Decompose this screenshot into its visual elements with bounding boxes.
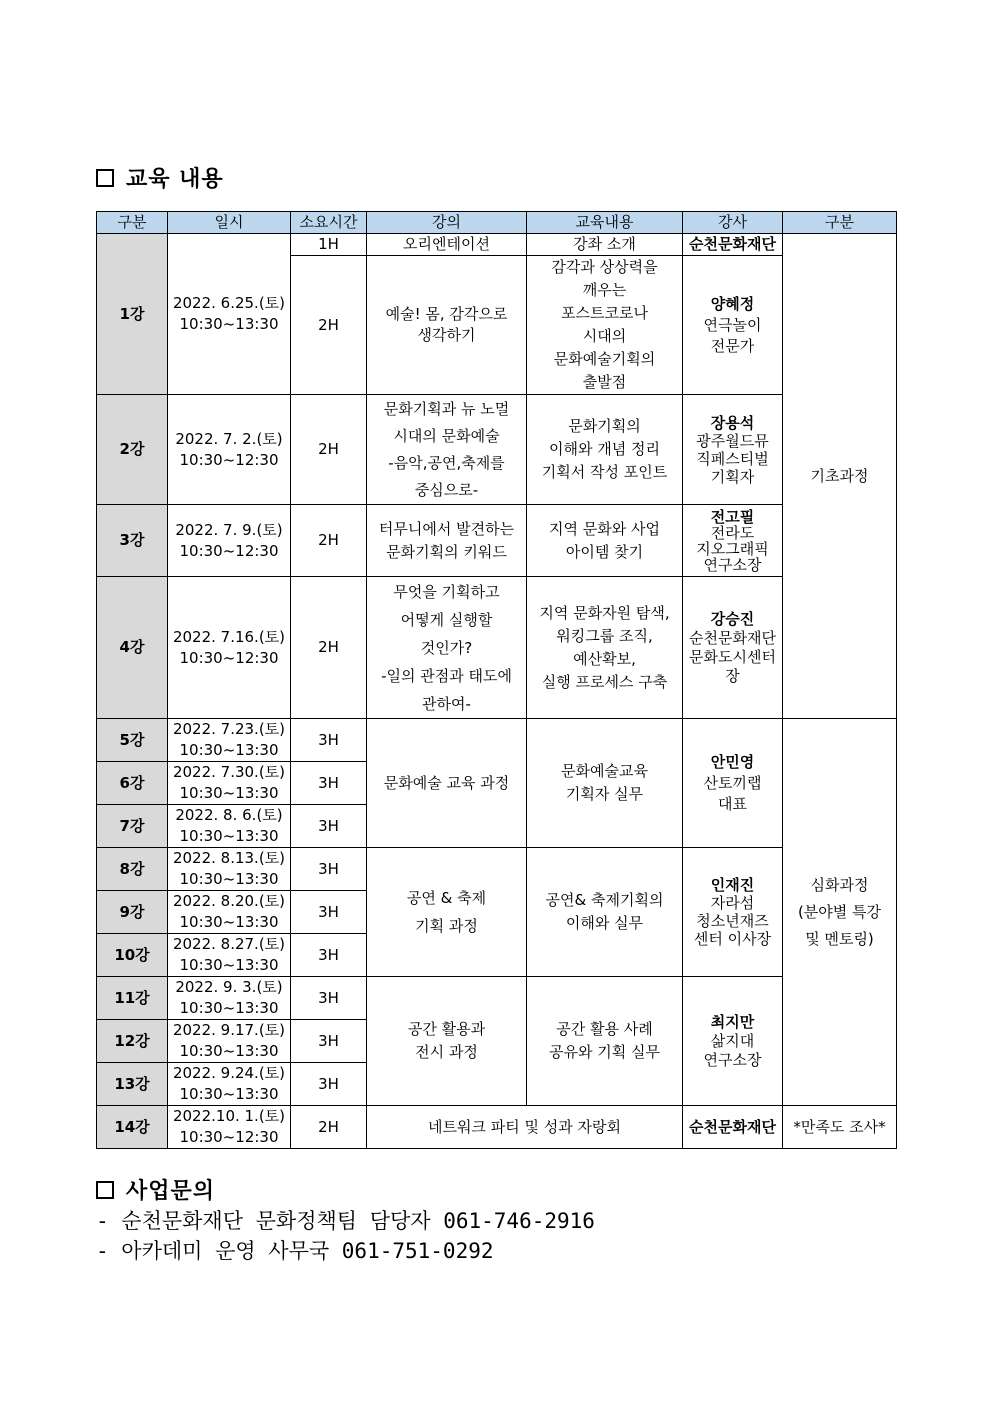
time-text: 10:30~12:30	[179, 648, 279, 667]
instructor-name: 전고필	[710, 507, 755, 526]
date-text: 2022. 8.13.(토)	[172, 849, 286, 867]
content-line: 이해와 개념 정리	[549, 440, 660, 458]
content-line: 깨우는	[582, 281, 627, 299]
instructor-name: 강승진	[710, 609, 755, 628]
duration-cell: 3H	[291, 762, 367, 805]
header-cell: 강의	[367, 212, 527, 234]
date-text: 2022. 7. 2.(토)	[175, 429, 283, 448]
date-text: 2022. 6.25.(토)	[172, 294, 286, 312]
duration-cell: 2H	[291, 505, 367, 577]
course-line: 및 멘토링)	[805, 929, 874, 948]
lecture-content	[527, 505, 683, 577]
lecture-date	[168, 505, 291, 577]
instructor-title: 문화도시센터	[689, 647, 776, 666]
lecture-content	[527, 848, 683, 977]
instructor-name: 최지만	[710, 1012, 755, 1031]
lecture-date	[168, 934, 291, 977]
instructor	[683, 505, 783, 577]
lecture-content	[527, 256, 683, 395]
lecture-line: 중심으로-	[414, 480, 479, 499]
instructor-title: 직페스티벌	[696, 449, 769, 468]
lecture-number: 11강	[97, 977, 168, 1020]
instructor-title: 기획자	[710, 467, 755, 486]
lecture-number: 8강	[97, 848, 168, 891]
course-line: 심화과정	[810, 875, 869, 894]
lecture-title: 오리엔테이션	[367, 234, 527, 256]
instructor	[683, 577, 783, 719]
instructor-name: 안민영	[710, 752, 755, 771]
lecture-number: 14강	[97, 1106, 168, 1149]
lecture-date	[168, 577, 291, 719]
instructor-title: 장	[725, 666, 740, 685]
lecture-title	[367, 505, 527, 577]
lecture-number: 9강	[97, 891, 168, 934]
instructor-title: 순천문화재단	[689, 628, 776, 647]
section-title-inquiry	[96, 1174, 215, 1205]
lecture-number: 12강	[97, 1020, 168, 1063]
course-type-advanced	[783, 719, 897, 1106]
duration-cell: 2H	[291, 1106, 367, 1149]
lecture-number: 10강	[97, 934, 168, 977]
date-text: 2022.10. 1.(토)	[172, 1107, 286, 1125]
lecture-line: 문화예술 교육 과정	[383, 773, 510, 792]
instructor-title: 자라섬	[710, 894, 755, 912]
content-line: 이해와 실무	[565, 914, 644, 932]
instructor-title: 전라도	[710, 523, 755, 542]
course-line: (분야별 특강	[797, 902, 882, 921]
instructor-title: 삶지대	[710, 1031, 755, 1050]
schedule-table	[96, 211, 897, 1149]
instructor-name: 장용석	[710, 413, 755, 432]
course-type-basic: 기초과정	[783, 234, 897, 719]
instructor-title: 연극놀이	[703, 315, 762, 334]
duration-cell: 3H	[291, 934, 367, 977]
header-cell: 일시	[168, 212, 291, 234]
date-text: 2022. 9. 3.(토)	[175, 978, 283, 996]
content-line: 문화기획의	[568, 417, 641, 435]
instructor-title: 지오그래픽	[696, 539, 769, 558]
time-text: 10:30~13:30	[179, 870, 279, 888]
instructor-title: 연구소장	[703, 1050, 762, 1069]
time-text: 10:30~12:30	[179, 450, 279, 469]
content-line: 출발점	[582, 373, 627, 391]
time-text: 10:30~12:30	[179, 541, 279, 560]
content-line: 예산확보,	[573, 649, 636, 668]
time-text: 10:30~13:30	[179, 784, 279, 802]
instructor-title: 산토끼랩	[703, 773, 762, 792]
instructor-title: 센터 이사장	[693, 930, 772, 948]
lecture-date	[168, 1020, 291, 1063]
lecture-line: 문화기획과 뉴 노멀	[383, 399, 510, 418]
section-title-education	[96, 162, 224, 193]
instructor-name: 인재진	[710, 876, 755, 894]
duration-cell: 2H	[291, 256, 367, 395]
lecture-line: 문화기획의 키워드	[386, 542, 507, 561]
duration-cell: 3H	[291, 891, 367, 934]
instructor-title: 전문가	[710, 336, 755, 355]
lecture-date	[168, 977, 291, 1020]
lecture-title	[367, 977, 527, 1106]
date-text: 2022. 9.24.(토)	[172, 1064, 286, 1082]
duration-cell: 1H	[291, 234, 367, 256]
lecture-title	[367, 256, 527, 395]
table-row	[97, 1106, 897, 1149]
header-cell: 강사	[683, 212, 783, 234]
lecture-line: 기획 과정	[415, 917, 478, 935]
time-text: 10:30~13:30	[179, 1042, 279, 1060]
header-cell: 구분	[783, 212, 897, 234]
content-line: 공간 활용 사례	[556, 1020, 653, 1038]
checkbox-square-icon	[96, 1181, 114, 1199]
duration-cell: 3H	[291, 848, 367, 891]
lecture-date	[168, 1063, 291, 1106]
lecture-title	[367, 577, 527, 719]
lecture-line: 예술! 몸, 감각으로	[385, 305, 508, 323]
lecture-line: 관하여-	[422, 694, 471, 713]
contact-line: - 아카데미 운영 사무국 061-751-0292	[96, 1239, 494, 1263]
time-text: 10:30~13:30	[179, 315, 279, 333]
contact-line: - 순천문화재단 문화정책팀 담당자 061-746-2916	[96, 1209, 595, 1233]
lecture-line: 것인가?	[420, 638, 473, 657]
time-text: 10:30~13:30	[179, 956, 279, 974]
date-text: 2022. 8. 6.(토)	[175, 806, 283, 824]
header-cell: 교육내용	[527, 212, 683, 234]
lecture-line: 전시 과정	[415, 1043, 478, 1061]
lecture-number: 6강	[97, 762, 168, 805]
lecture-number: 13강	[97, 1063, 168, 1106]
lecture-title	[367, 848, 527, 977]
lecture-content	[527, 977, 683, 1106]
duration-cell: 3H	[291, 1063, 367, 1106]
content-line: 아이템 찾기	[565, 542, 644, 561]
date-text: 2022. 9.17.(토)	[172, 1021, 286, 1039]
date-text: 2022. 7. 9.(토)	[175, 520, 283, 539]
time-text: 10:30~13:30	[179, 1085, 279, 1103]
content-line: 기획자 실무	[565, 785, 644, 803]
lecture-line: 어떻게 실행할	[400, 610, 493, 629]
content-line: 공연& 축제기획의	[545, 891, 664, 909]
duration-cell: 3H	[291, 1020, 367, 1063]
duration-cell: 2H	[291, 577, 367, 719]
instructor	[683, 395, 783, 505]
lecture-content: 네트워크 파티 및 성과 자랑회	[367, 1106, 683, 1149]
lecture-content	[527, 719, 683, 848]
table-row	[97, 234, 897, 256]
lecture-date	[168, 1106, 291, 1149]
instructor-title: 연구소장	[703, 555, 762, 574]
instructor	[683, 256, 783, 395]
header-cell: 구분	[97, 212, 168, 234]
header-cell: 소요시간	[291, 212, 367, 234]
table-row	[97, 395, 897, 505]
lecture-line: 공간 활용과	[407, 1020, 486, 1038]
content-line: 문화예술기획의	[553, 350, 656, 368]
duration-cell: 3H	[291, 977, 367, 1020]
section-title-text: 사업문의	[126, 1178, 216, 1204]
content-line: 워킹그룹 조직,	[556, 626, 653, 645]
lecture-title	[367, 719, 527, 848]
instructor-name: 양혜정	[710, 294, 755, 313]
lecture-number: 3강	[97, 505, 168, 577]
lecture-number: 7강	[97, 805, 168, 848]
duration-cell: 2H	[291, 395, 367, 505]
lecture-line: -음악,공연,축제를	[388, 453, 505, 472]
lecture-date	[168, 395, 291, 505]
instructor-title: 광주월드뮤	[696, 431, 769, 450]
instructor	[683, 848, 783, 977]
lecture-date	[168, 719, 291, 762]
lecture-content	[527, 577, 683, 719]
lecture-number: 5강	[97, 719, 168, 762]
instructor-name: 순천문화재단	[683, 234, 783, 256]
content-line: 지역 문화와 사업	[549, 519, 660, 538]
lecture-content: 강좌 소개	[527, 234, 683, 256]
time-text: 10:30~13:30	[179, 827, 279, 845]
time-text: 10:30~13:30	[179, 999, 279, 1017]
lecture-date	[168, 762, 291, 805]
lecture-date	[168, 234, 291, 395]
lecture-line: 공연 & 축제	[406, 889, 487, 907]
duration-cell: 3H	[291, 805, 367, 848]
table-header-row	[97, 212, 897, 234]
lecture-number: 2강	[97, 395, 168, 505]
instructor-title: 대표	[718, 794, 747, 813]
instructor-title: 청소년재즈	[696, 912, 769, 930]
lecture-title	[367, 395, 527, 505]
time-text: 10:30~13:30	[179, 913, 279, 931]
content-line: 문화예술교육	[561, 762, 648, 780]
lecture-date	[168, 805, 291, 848]
lecture-line: -일의 관점과 태도에	[381, 666, 512, 685]
date-text: 2022. 8.20.(토)	[172, 892, 286, 910]
instructor	[683, 719, 783, 848]
content-line: 감각과 상상력을	[551, 258, 658, 276]
content-line: 기획서 작성 포인트	[541, 463, 668, 481]
lecture-content	[527, 395, 683, 505]
content-line: 공유와 기획 실무	[549, 1043, 660, 1061]
date-text: 2022. 7.16.(토)	[172, 627, 286, 646]
time-text: 10:30~13:30	[179, 741, 279, 759]
lecture-number: 4강	[97, 577, 168, 719]
date-text: 2022. 8.27.(토)	[172, 935, 286, 953]
lecture-date	[168, 848, 291, 891]
lecture-line: 생각하기	[417, 326, 476, 344]
instructor-name: 순천문화재단	[683, 1106, 783, 1149]
checkbox-square-icon	[96, 169, 114, 187]
lecture-number: 1강	[97, 234, 168, 395]
content-line: 시대의	[582, 327, 627, 345]
date-text: 2022. 7.30.(토)	[172, 763, 286, 781]
instructor	[683, 977, 783, 1106]
table-row	[97, 505, 897, 577]
lecture-line: 시대의 문화예술	[393, 426, 500, 445]
section-title-text: 교육 내용	[126, 166, 224, 192]
content-line: 실행 프로세스 구축	[541, 672, 668, 691]
lecture-line: 무엇을 기획하고	[393, 582, 500, 601]
time-text: 10:30~12:30	[179, 1128, 279, 1146]
table-row	[97, 577, 897, 719]
table-row	[97, 848, 897, 891]
content-line: 지역 문화자원 탐색,	[539, 603, 670, 622]
content-line: 포스트코로나	[561, 304, 648, 322]
lecture-line: 터무니에서 발견하는	[378, 519, 515, 538]
date-text: 2022. 7.23.(토)	[172, 720, 286, 738]
table-row	[97, 719, 897, 762]
table-row	[97, 977, 897, 1020]
note-cell: *만족도 조사*	[783, 1106, 897, 1149]
lecture-date	[168, 891, 291, 934]
duration-cell: 3H	[291, 719, 367, 762]
